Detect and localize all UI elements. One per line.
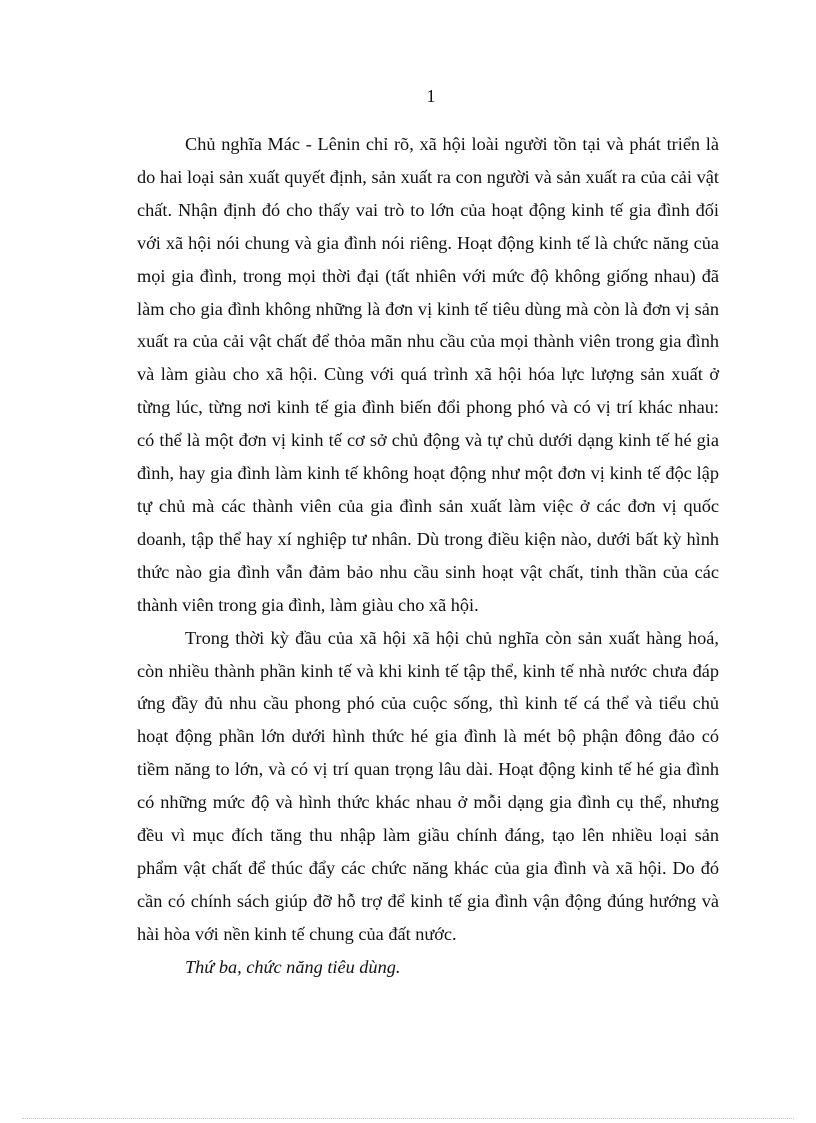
- page-bottom-divider: [22, 1118, 794, 1119]
- paragraph-1: Chủ nghĩa Mác - Lênin chỉ rõ, xã hội loài người tồn tại và phát triển là do hai loại sản xuất quyết định, sản xuất ra con người và sản xuất ra của cải vật chất. Nhận định đó cho thấy vai trò to lớn của hoạt động kinh tế gia đình đối với xã hội nói chung và gia đình nói riêng. Hoạt động kinh tế là chức năng của mọi gia đình, trong mọi thời đại (tất nhiên với mức độ không giống nhau) đã làm cho gia đình không những là đơn vị kinh tế tiêu dùng mà còn là đơn vị sản xuất ra của cải vật chất để thỏa mãn nhu cầu của mọi thành viên trong gia đình và làm giàu cho xã hội. Cùng với quá trình xã hội hóa lực lượng sản xuất ở từng lúc, từng nơi kinh tế gia đình biến đổi phong phó và có vị trí khác nhau: có thể là một đơn vị kinh tế cơ sở chủ động và tự chủ dưới dạng kinh tế hé gia đình, hay gia đình làm kinh tế không hoạt động như một đơn vị kinh tế độc lập tự chủ mà các thành viên của gia đình sản xuất làm việc ở các đơn vị quốc doanh, tập thể hay xí nghiệp tư nhân. Dù trong điều kiện nào, dưới bất kỳ hình thức nào gia đình vẫn đảm bảo nhu cầu sinh hoạt vật chất, tinh thần của các thành viên trong gia đình, làm giàu cho xã hội.: [137, 134, 719, 615]
- section-heading-third-function: Thứ ba, chức năng tiêu dùng.: [185, 956, 401, 977]
- page-number: 1: [426, 86, 436, 106]
- paragraph-2: Trong thời kỳ đầu của xã hội xã hội chủ nghĩa còn sản xuất hàng hoá, còn nhiều thành phần kinh tế và khi kinh tế tập thể, kinh tế nhà nước chưa đáp ứng đầy đủ nhu cầu phong phó của cuộc sống, thì kinh tế cá thể và tiểu chủ hoạt động phần lớn dưới hình thức hé gia đình là mét bộ phận đông đảo có tiềm năng to lớn, và có vị trí quan trọng lâu dài. Hoạt động kinh tế hé gia đình có những mức độ và hình thức khác nhau ở mỗi dạng gia đình cụ thể, nhưng đều vì mục đích tăng thu nhập làm giầu chính đáng, tạo lên nhiều loại sản phẩm vật chất để thúc đẩy các chức năng khác của gia đình và xã hội. Do đó cần có chính sách giúp đỡ hỗ trợ để kinh tế gia đình vận động đúng hướng và hài hòa với nền kinh tế chung của đất nước.: [137, 627, 719, 944]
- body-text: [137, 128, 719, 984]
